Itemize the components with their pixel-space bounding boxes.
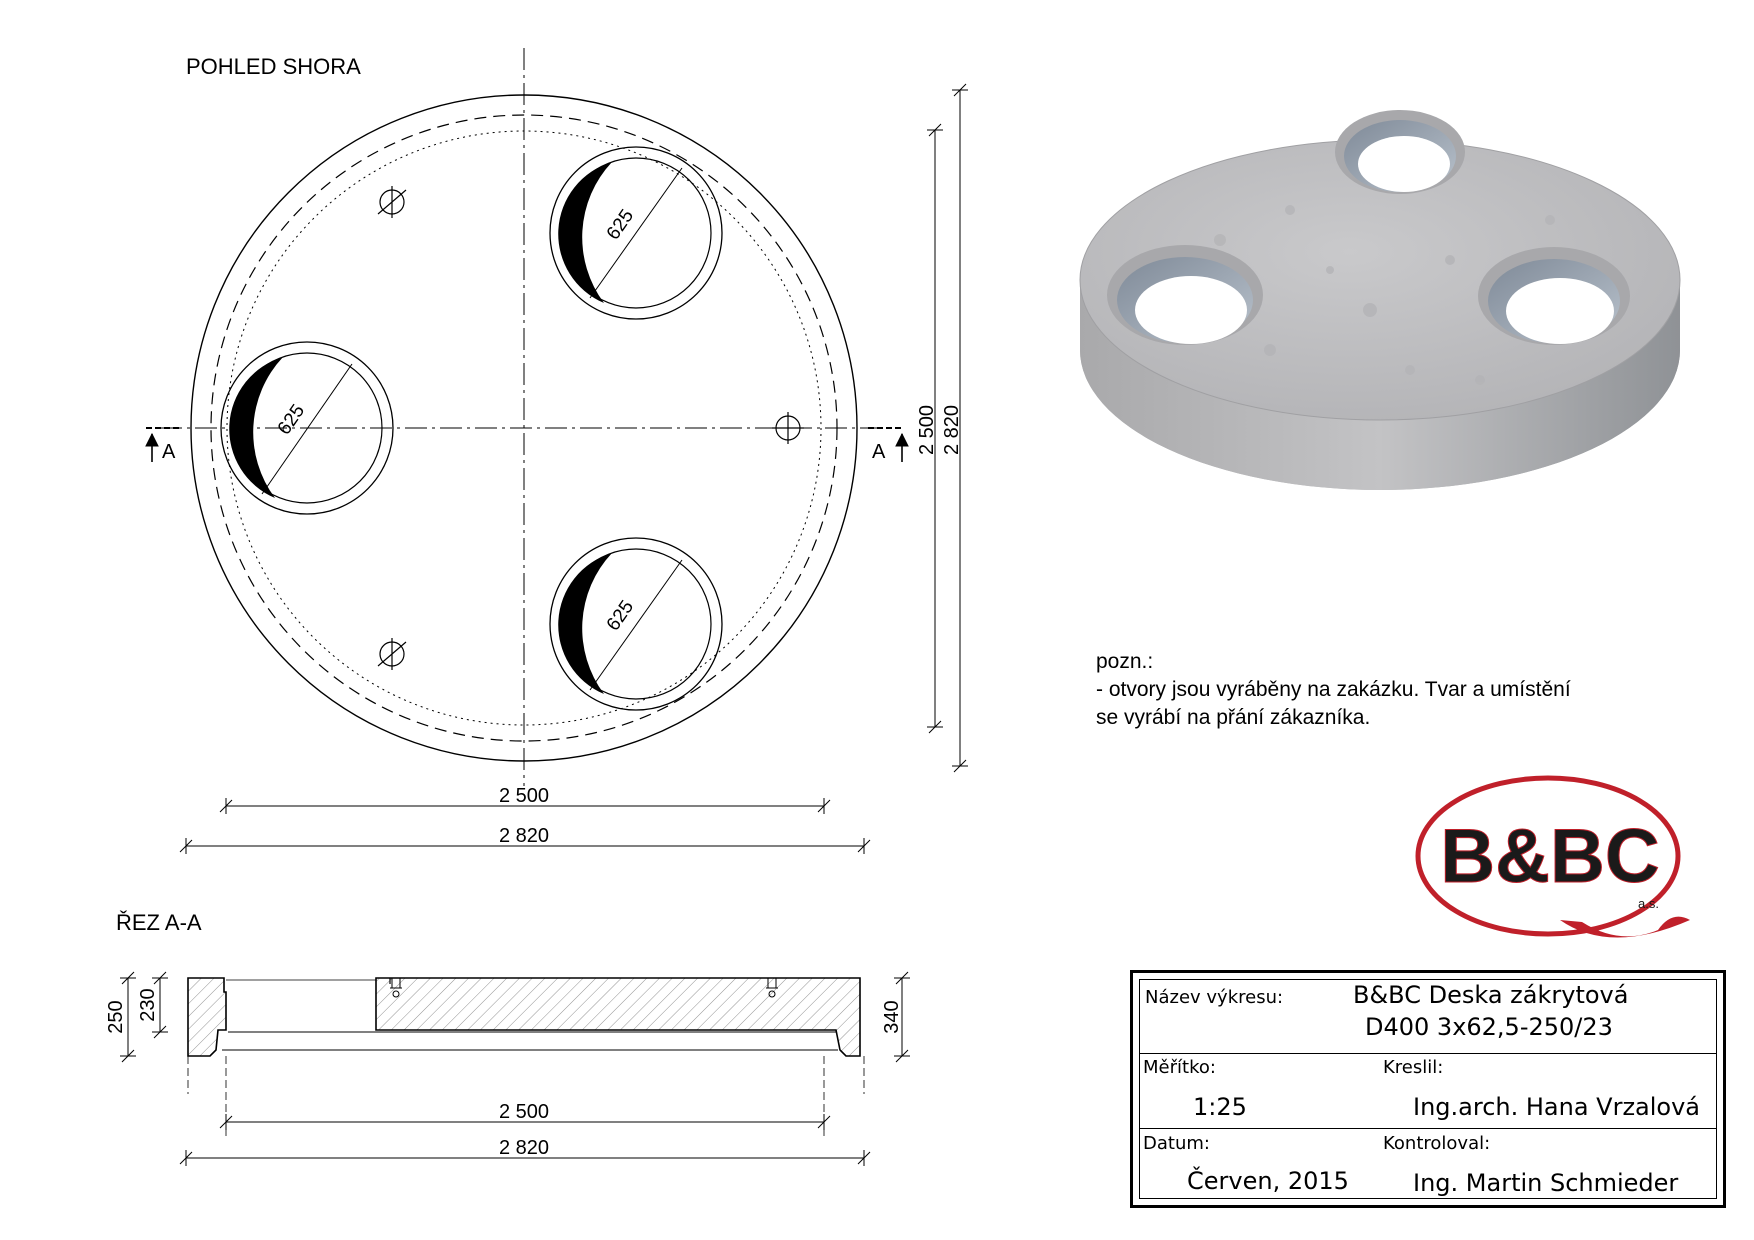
- dim-section-inner-width: 2 500: [498, 1101, 550, 1123]
- title-block-drawn-value: Ing.arch. Hana Vrzalová: [1413, 1093, 1701, 1121]
- dim-section-body-height: 230: [137, 988, 159, 1022]
- dim-section-total-height: 250: [105, 1000, 127, 1034]
- title-block-checked-label: Kontroloval:: [1383, 1133, 1491, 1154]
- title-block-scale-label: Měřítko:: [1143, 1057, 1216, 1078]
- anchor-top: [378, 186, 406, 218]
- svg-text:625: 625: [273, 400, 310, 439]
- dim-outer-diameter-horizontal: 2 820: [498, 825, 550, 847]
- note-line-1: - otvory jsou vyráběny na zakázku. Tvar a umístění: [1096, 678, 1571, 701]
- svg-text:625: 625: [602, 596, 639, 635]
- svg-text:625: 625: [602, 205, 639, 244]
- svg-text:A: A: [162, 441, 176, 463]
- title-block-drawn-label: Kreslil:: [1383, 1057, 1444, 1078]
- dim-inner-diameter-vertical: 2 500: [916, 404, 938, 456]
- title-block-name-line-2: D400 3x62,5-250/23: [1365, 1013, 1613, 1041]
- dim-inner-diameter-horizontal: 2 500: [498, 785, 550, 807]
- render-hole-right: [1478, 247, 1630, 345]
- title-block-date-label: Datum:: [1143, 1133, 1210, 1154]
- title-block-name-line-1: B&BC Deska zákrytová: [1353, 981, 1629, 1009]
- hole-top: [550, 147, 722, 319]
- company-logo: [1410, 770, 1700, 950]
- title-block-checked-value: Ing. Martin Schmieder: [1413, 1169, 1679, 1197]
- svg-text:A: A: [872, 441, 886, 463]
- section-view-drawing: [0, 950, 1000, 1170]
- title-block: [1130, 970, 1726, 1208]
- top-view-drawing: [0, 0, 1000, 880]
- section-right-part: [376, 978, 860, 1056]
- section-view-title: ŘEZ A-A: [116, 910, 202, 935]
- dim-section-edge-height: 340: [881, 1000, 903, 1034]
- section-left-part: [188, 978, 226, 1056]
- title-block-date-value: Červen, 2015: [1187, 1167, 1349, 1195]
- hole-bottom: [550, 538, 722, 710]
- note-line-2: se vyrábí na přání zákazníka.: [1096, 706, 1371, 729]
- render-hole-top: [1335, 110, 1465, 194]
- slab-3d-render: [1070, 100, 1690, 580]
- title-block-scale-value: 1:25: [1193, 1093, 1247, 1121]
- dim-outer-diameter-vertical: 2 820: [941, 404, 963, 456]
- section-marker-right: [868, 428, 908, 463]
- title-block-name-label: Název výkresu:: [1145, 987, 1284, 1008]
- render-hole-left: [1107, 245, 1263, 345]
- top-view-title: POHLED SHORA: [186, 54, 361, 79]
- svg-text:B&BC: B&BC: [1440, 814, 1660, 899]
- note-heading: pozn.:: [1096, 650, 1154, 673]
- anchor-bottom: [378, 638, 406, 670]
- dim-section-outer-width: 2 820: [498, 1137, 550, 1159]
- section-marker-left: [146, 428, 180, 463]
- anchor-right: [772, 412, 804, 444]
- svg-text:a.s.: a.s.: [1638, 896, 1659, 911]
